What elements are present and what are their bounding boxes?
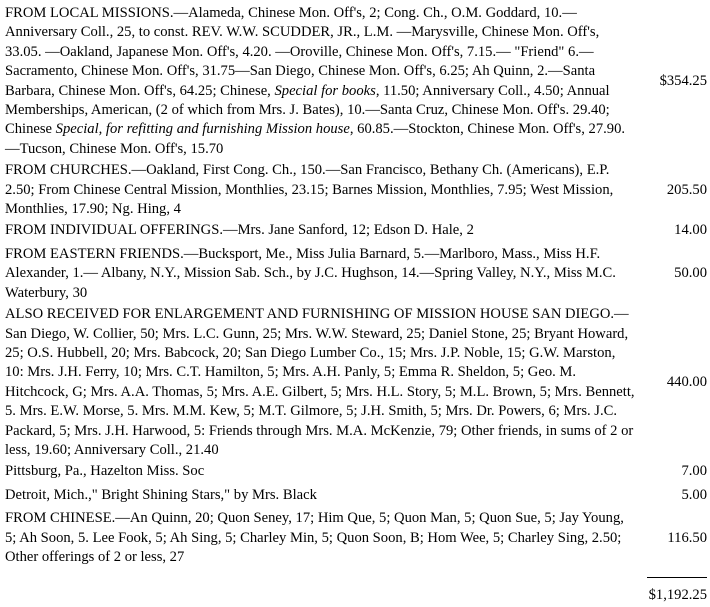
ledger-entry <box>5 305 707 460</box>
ledger-entry <box>5 221 707 240</box>
entry-text: Pittsburg, Pa., Hazelton Miss. Soc <box>5 463 205 480</box>
total-rule-row <box>5 577 707 578</box>
entry-amount: $354.25 <box>659 72 707 89</box>
entry-italic-text: Special, for refitting and furnishing Mission house <box>55 121 350 138</box>
entry-description <box>5 305 637 460</box>
total-amount: $1,192.25 <box>648 587 707 604</box>
entry-amount: 205.50 <box>666 181 707 198</box>
ledger-entry <box>5 486 707 505</box>
entry-description <box>5 462 637 481</box>
entry-description <box>5 4 637 159</box>
entry-text: , 11.50; Anniversary Coll., 4.50; Annual Memberships, American, (2 of which from Mrs. J. Bates), 10.—Santa Cruz, Chinese Mon. Off's. 29.40; Chinese <box>5 82 610 138</box>
entry-text: FROM CHURCHES.—Oakland, First Cong. Ch., 150.—San Francisco, Bethany Ch. (Americans), E.P. 2.50; From Chinese Central Mission, Monthlies, 23.15; Barnes Mission, Monthlies, 7.95; West Mission, Monthlies, 17.90; Ng. Hing, 4 <box>5 162 614 218</box>
entry-description <box>5 509 637 567</box>
entry-text: Detroit, Mich.," Bright Shining Stars," by Mrs. Black <box>5 486 317 503</box>
total-row <box>5 586 707 605</box>
entry-text: FROM INDIVIDUAL OFFERINGS.—Mrs. Jane Sanford, 12; Edson D. Hale, 2 <box>5 222 474 239</box>
entry-amount: 7.00 <box>681 463 707 480</box>
entry-amount: 50.00 <box>674 265 707 282</box>
entry-description <box>5 161 637 219</box>
ledger-entry <box>5 4 707 159</box>
entry-amount: 14.00 <box>674 222 707 239</box>
entry-text: FROM EASTERN FRIENDS.—Bucksport, Me., Miss Julia Barnard, 5.—Marlboro, Mass., Miss H.F. Alexander, 1.— Albany, N.Y., Mission Sab. Sch., by J.C. Hughson, 14.—Spring Valley, N.Y., Miss M.C. Waterbury, 30 <box>5 245 616 301</box>
entry-italic-text: Special for books <box>274 82 376 99</box>
entry-text: ALSO RECEIVED FOR ENLARGEMENT AND FURNISHING OF MISSION HOUSE SAN DIEGO.—San Diego, W. Collier, 50; Mrs. L.C. Gunn, 25; Mrs. W.W. Steward, 25; Daniel Stone, 25; Bryant Howard, 25; O.S. Hubbell, 20; Mrs. Babcock, 20; San Diego Lumber Co., 15; Mrs. J.P. Noble, 15; G.W. Marston, 10: Mrs. J.H. Ferry, 10; Mrs. C.T. Hamilton, 5; Mrs. A.H. Panly, 5; Emma R. Sheldon, 5; Geo. M. Hitchcock, G; Mrs. A.A. Thomas, 5; Mrs. A.E. Gilbert, 5; Mrs. H.L. Story, 5; M.L. Brown, 5; Mrs. Bennett, 5. Mrs. E.W. Morse, 5. Mrs. M.M. Kew, 5; M.T. Gilmore, 5; J.H. Smith, 5; Mrs. Dr. Powers, 6; Mrs. J.C. Packard, 5; Mrs. J.H. Harwood, 5: Friends through Mrs. M.A. McKenzie, 79; Other friends, in sums of 2 or less, 19.60; Anniversary Coll., 21.40 <box>5 306 635 458</box>
entry-description <box>5 245 637 303</box>
entry-amount: 5.00 <box>681 486 707 503</box>
entry-text: , 60.85.—Stockton, Chinese Mon. Off's, 27.90.—Tucson, Chinese Mon. Off's, 15.70 <box>5 121 626 157</box>
ledger-entry <box>5 245 707 303</box>
ledger-entry <box>5 462 707 481</box>
entry-description <box>5 221 637 240</box>
ledger-entry <box>5 509 707 567</box>
entry-description <box>5 486 637 505</box>
ledger-entries <box>5 4 707 567</box>
entry-text: FROM CHINESE.—An Quinn, 20; Quon Seney, 17; Him Que, 5; Quon Man, 5; Quon Sue, 5; Jay Young, 5; Ah Soon, 5. Lee Fook, 5; Ah Sing, 5; Charley Min, 5; Quon Soon, B; Hom Wee, 5; Charley Sing, 2.50; Other offerings of 2 or less, 27 <box>5 510 624 565</box>
ledger <box>5 4 707 606</box>
total-rule <box>647 577 707 578</box>
entry-text: FROM LOCAL MISSIONS.—Alameda, Chinese Mon. Off's, 2; Cong. Ch., O.M. Goddard, 10.—Anniversary Coll., 25, to const. REV. W.W. SCUDDER, JR., L.M. —Marysville, Chinese Mon. Off's, 33.05. —Oakland, Japanese Mon. Off's, 4.20. —Oroville, Chinese Mon. Off's, 7.15.— "Friend" 6.—Sacramento, Chinese Mon. Off's, 31.75—San Diego, Chinese Mon. Off's, 6.25; Ah Quinn, 2.—Santa Barbara, Chinese Mon. Off's, 64.25; Chinese, <box>5 5 600 99</box>
entry-amount: 440.00 <box>666 374 707 391</box>
ledger-entry <box>5 161 707 219</box>
entry-amount: 116.50 <box>667 529 707 546</box>
